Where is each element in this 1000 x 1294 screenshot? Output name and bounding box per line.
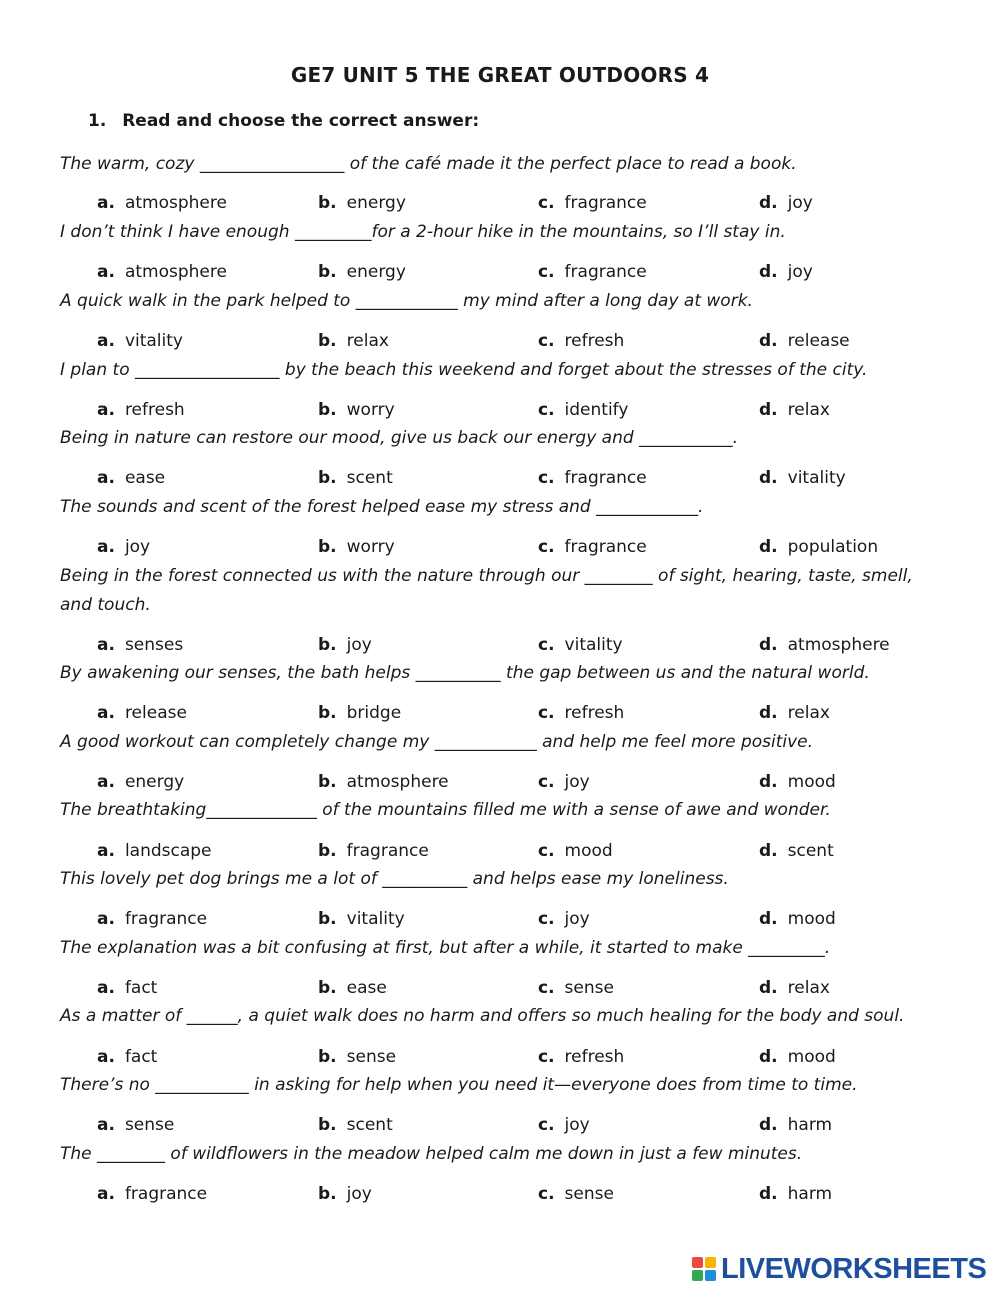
answer-option-a[interactable] [97,468,165,488]
option-text: vitality [787,468,846,488]
option-text: fragrance [564,468,647,488]
question-text: The explanation was a bit confusing at first, but after a while, it started to make _________. [60,938,831,958]
option-text: joy [564,1115,590,1135]
option-text: bridge [346,703,402,723]
answer-option-a[interactable] [97,978,157,998]
option-letter: b. [318,193,337,213]
answer-option-a[interactable] [97,841,212,861]
answer-options [0,703,1000,727]
option-text: refresh [564,331,625,351]
option-letter: b. [318,331,337,351]
option-text: atmosphere [124,193,227,213]
option-text: refresh [564,703,625,723]
answer-option-b[interactable] [318,703,401,723]
option-text: sense [124,1115,175,1135]
option-letter: d. [759,193,778,213]
answer-option-c[interactable] [538,978,614,998]
answer-option-b[interactable] [318,1047,396,1067]
option-letter: a. [97,468,115,488]
option-text: landscape [124,841,212,861]
option-letter: c. [538,331,555,351]
logo-square [692,1257,703,1268]
question-text: The sounds and scent of the forest helped ease my stress and ____________. [60,497,704,517]
option-text: refresh [564,1047,625,1067]
answer-option-a[interactable] [97,193,227,213]
answer-option-b[interactable] [318,772,449,792]
instruction-number: 1. [88,111,107,131]
option-letter: a. [97,193,115,213]
answer-option-a[interactable] [97,537,150,557]
option-letter: a. [97,400,115,420]
answer-option-a[interactable] [97,400,185,420]
option-text: vitality [564,635,623,655]
option-letter: d. [759,537,778,557]
option-letter: b. [318,400,337,420]
answer-option-b[interactable] [318,909,405,929]
instruction-text: Read and choose the correct answer: [122,111,480,131]
option-text: atmosphere [346,772,449,792]
option-text: mood [787,1047,836,1067]
answer-option-b[interactable] [318,262,406,282]
option-text: energy [346,193,406,213]
answer-option-d[interactable] [759,1115,832,1135]
question-text: A good workout can completely change my ____________ and help me feel more positive. [60,732,814,752]
option-letter: b. [318,978,337,998]
option-letter: c. [538,400,555,420]
option-text: fragrance [346,841,429,861]
option-text: relax [346,331,389,351]
answer-options [0,537,1000,561]
answer-options [0,1047,1000,1071]
answer-option-a[interactable] [97,703,187,723]
answer-option-c[interactable] [538,537,647,557]
option-letter: c. [538,1184,555,1204]
option-letter: a. [97,1047,115,1067]
option-letter: a. [97,1115,115,1135]
answer-option-b[interactable] [318,635,372,655]
option-letter: d. [759,1184,778,1204]
option-letter: a. [97,841,115,861]
option-text: vitality [346,909,405,929]
answer-option-a[interactable] [97,772,184,792]
option-text: joy [564,772,590,792]
option-letter: c. [538,193,555,213]
answer-option-c[interactable] [538,909,590,929]
answer-options [0,841,1000,865]
option-text: relax [787,978,830,998]
option-letter: d. [759,978,778,998]
option-letter: c. [538,1115,555,1135]
option-text: harm [787,1184,833,1204]
option-text: senses [124,635,184,655]
question-text: A quick walk in the park helped to ____________ my mind after a long day at work. [60,291,753,311]
option-text: fragrance [124,909,208,929]
logo-square [705,1270,716,1281]
option-text: fragrance [124,1184,208,1204]
liveworksheets-logo[interactable] [692,1254,986,1284]
question-text: As a matter of ______, a quiet walk does no harm and offers so much healing for the body and soul. [60,1006,905,1026]
option-letter: b. [318,262,337,282]
option-text: atmosphere [124,262,227,282]
answer-option-d[interactable] [759,262,813,282]
option-text: fact [124,978,158,998]
option-letter: b. [318,703,337,723]
option-letter: d. [759,400,778,420]
option-text: fragrance [564,262,647,282]
option-letter: a. [97,635,115,655]
answer-option-d[interactable] [759,1184,832,1204]
option-text: joy [787,262,813,282]
option-letter: d. [759,262,778,282]
answer-option-a[interactable] [97,331,183,351]
option-text: energy [124,772,185,792]
option-text: mood [787,772,836,792]
answer-option-c[interactable] [538,1047,624,1067]
option-letter: d. [759,468,778,488]
option-letter: c. [538,262,555,282]
option-letter: a. [97,537,115,557]
answer-option-c[interactable] [538,400,628,420]
answer-options [0,468,1000,492]
option-text: identify [564,400,629,420]
answer-option-c[interactable] [538,1115,590,1135]
option-text: harm [787,1115,833,1135]
question-text: By awakening our senses, the bath helps __________ the gap between us and the natural world. [60,663,870,683]
option-text: worry [346,400,395,420]
option-letter: a. [97,331,115,351]
answer-option-d[interactable] [759,841,834,861]
answer-option-b[interactable] [318,331,389,351]
answer-option-d[interactable] [759,400,830,420]
page-title: GE7 UNIT 5 THE GREAT OUTDOORS 4 [290,63,710,87]
option-letter: c. [538,468,555,488]
option-text: worry [346,537,395,557]
option-letter: c. [538,909,555,929]
option-text: fragrance [564,193,647,213]
answer-option-d[interactable] [759,978,830,998]
option-text: ease [346,978,387,998]
answer-option-c[interactable] [538,262,647,282]
option-letter: a. [97,909,115,929]
answer-option-b[interactable] [318,841,429,861]
option-letter: d. [759,635,778,655]
option-text: fragrance [564,537,647,557]
option-letter: b. [318,537,337,557]
option-text: energy [346,262,406,282]
option-text: joy [346,1184,372,1204]
question-text: Being in the forest connected us with the nature through our ________ of sight, hearing, taste, smell, and touch. [60,566,913,615]
answer-options [0,772,1000,796]
answer-option-b[interactable] [318,1184,372,1204]
option-letter: c. [538,635,555,655]
answer-options [0,909,1000,933]
option-text: fact [124,1047,158,1067]
option-text: refresh [124,400,185,420]
option-text: release [787,331,850,351]
answer-option-c[interactable] [538,468,647,488]
option-letter: a. [97,1184,115,1204]
option-letter: b. [318,841,337,861]
option-text: atmosphere [787,635,890,655]
answer-option-a[interactable] [97,1047,157,1067]
answer-options [0,193,1000,217]
answer-option-a[interactable] [97,1184,207,1204]
answer-options [0,978,1000,1002]
option-letter: d. [759,1115,778,1135]
answer-option-c[interactable] [538,635,623,655]
option-text: sense [564,978,614,998]
option-text: population [787,537,879,557]
option-text: relax [787,400,830,420]
option-text: mood [564,841,613,861]
logo-square [692,1270,703,1281]
answer-option-d[interactable] [759,909,836,929]
answer-option-d[interactable] [759,537,878,557]
option-text: scent [787,841,834,861]
answer-options [0,1115,1000,1139]
question-text: I don’t think I have enough _________for a 2-hour hike in the mountains, so I’ll stay in. [60,222,786,242]
answer-option-c[interactable] [538,841,613,861]
option-text: joy [787,193,813,213]
answer-option-c[interactable] [538,703,624,723]
instruction [88,111,479,131]
question-text: There’s no ___________ in asking for help when you need it—everyone does from time to time. [60,1075,858,1095]
option-letter: b. [318,635,337,655]
option-letter: d. [759,841,778,861]
answer-option-c[interactable] [538,193,647,213]
answer-option-a[interactable] [97,635,183,655]
option-text: release [124,703,187,723]
option-letter: d. [759,909,778,929]
option-letter: c. [538,537,555,557]
option-letter: a. [97,772,115,792]
answer-options [0,331,1000,355]
answer-option-b[interactable] [318,978,387,998]
answer-option-b[interactable] [318,193,406,213]
answer-option-b[interactable] [318,537,395,557]
liveworksheets-logo-icon [692,1257,716,1281]
option-letter: d. [759,703,778,723]
answer-option-d[interactable] [759,772,836,792]
option-letter: c. [538,841,555,861]
option-text: scent [346,468,393,488]
brand-name: LIVEWORKSHEETS [721,1252,987,1285]
option-text: joy [124,537,151,557]
option-letter: c. [538,772,555,792]
answer-options [0,635,1000,659]
option-letter: b. [318,772,337,792]
question-text: I plan to _________________ by the beach this weekend and forget about the stresses of the city. [60,360,868,380]
option-letter: b. [318,468,337,488]
option-letter: c. [538,1047,555,1067]
answer-option-d[interactable] [759,635,890,655]
question-text: Being in nature can restore our mood, give us back our energy and ___________. [60,428,738,448]
option-text: vitality [124,331,183,351]
option-text: joy [346,635,372,655]
logo-square [705,1257,716,1268]
answer-option-c[interactable] [538,331,624,351]
answer-option-d[interactable] [759,193,813,213]
option-text: sense [564,1184,614,1204]
option-letter: a. [97,703,115,723]
option-letter: a. [97,978,115,998]
option-text: joy [564,909,590,929]
answer-option-d[interactable] [759,331,850,351]
answer-options [0,400,1000,424]
option-letter: b. [318,1184,337,1204]
option-letter: b. [318,1115,337,1135]
option-letter: c. [538,703,555,723]
option-text: relax [787,703,830,723]
answer-option-d[interactable] [759,703,830,723]
option-letter: a. [97,262,115,282]
option-text: mood [787,909,836,929]
answer-options [0,262,1000,286]
option-letter: d. [759,331,778,351]
answer-option-a[interactable] [97,909,207,929]
option-letter: b. [318,909,337,929]
answer-options [0,1184,1000,1208]
option-text: ease [124,468,166,488]
option-letter: c. [538,978,555,998]
question-text: The ________ of wildflowers in the meadow helped calm me down in just a few minutes. [60,1144,803,1164]
answer-option-a[interactable] [97,1115,174,1135]
answer-option-b[interactable] [318,400,395,420]
option-letter: d. [759,772,778,792]
answer-option-d[interactable] [759,1047,836,1067]
question-text: This lovely pet dog brings me a lot of __________ and helps ease my loneliness. [60,869,729,889]
answer-option-b[interactable] [318,1115,393,1135]
answer-option-b[interactable] [318,468,393,488]
answer-option-c[interactable] [538,1184,614,1204]
answer-option-d[interactable] [759,468,846,488]
option-text: sense [346,1047,397,1067]
question-text: The warm, cozy _________________ of the café made it the perfect place to read a book. [60,154,797,174]
answer-option-a[interactable] [97,262,227,282]
question-text: The breathtaking_____________ of the mountains filled me with a sense of awe and wonder. [60,800,831,820]
answer-option-c[interactable] [538,772,590,792]
option-letter: b. [318,1047,337,1067]
option-text: scent [346,1115,393,1135]
option-letter: d. [759,1047,778,1067]
